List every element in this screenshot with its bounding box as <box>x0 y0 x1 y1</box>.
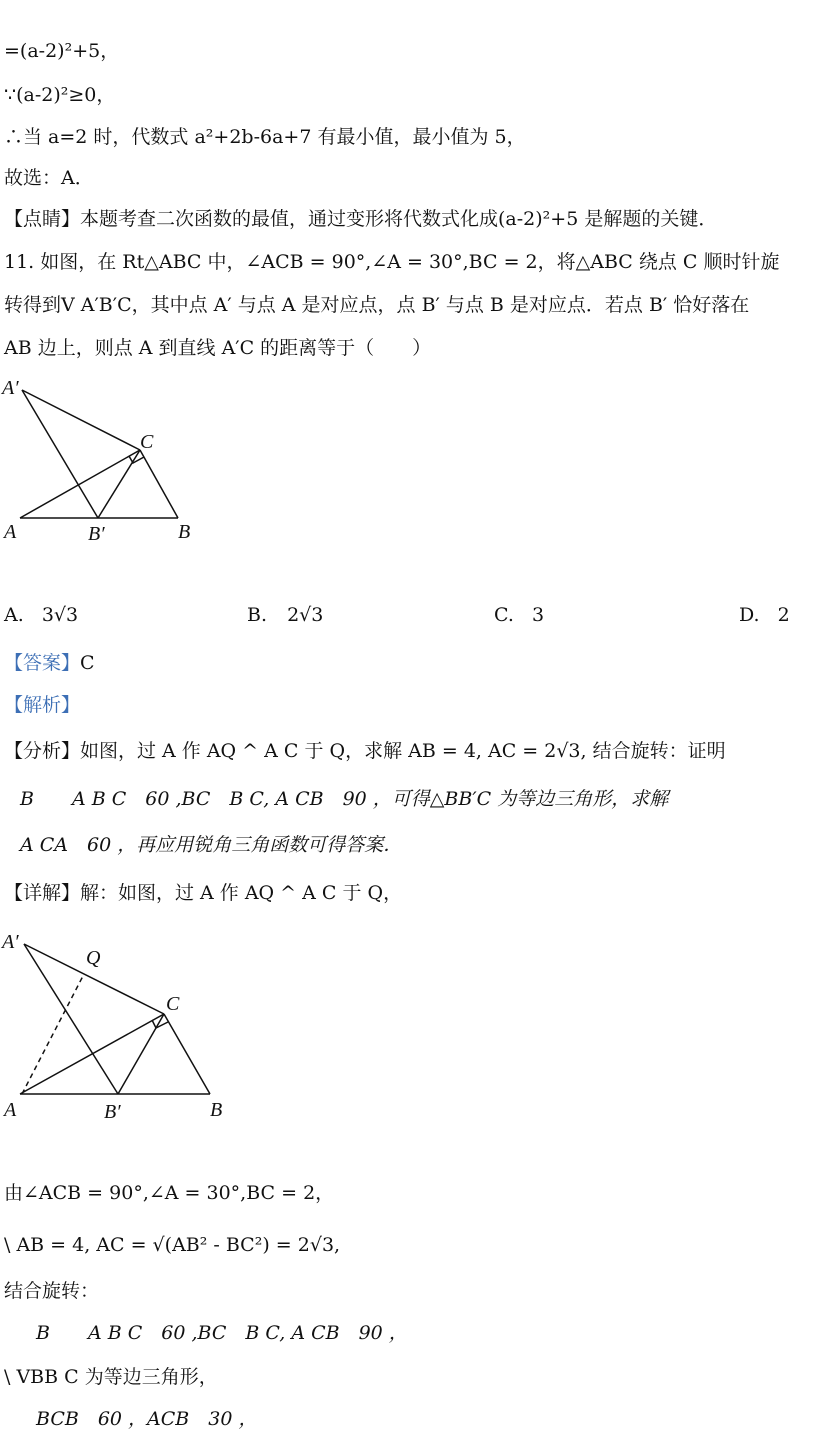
option-b-label: B. <box>247 604 268 626</box>
fig1-label-b: B <box>178 521 191 543</box>
question-11-line-3: AB 边上，则点 A 到直线 A′C 的距离等于（ ） <box>4 337 432 359</box>
fig2-label-b: B <box>210 1099 223 1121</box>
question-11-line-2: 转得到V A′B′C，其中点 A′ 与点 A 是对应点，点 B′ 与点 B 是对应点．若点 B′ 恰好落在 <box>4 294 750 316</box>
key-point: 【点睛】本题考查二次函数的最值，通过变形将代数式化成(a-2)²+5 是解题的关键． <box>4 208 718 230</box>
fig2-seg-ac <box>20 1014 164 1094</box>
option-a-value: 3√3 <box>41 604 79 626</box>
question-11-line-1: 11. 如图，在 Rt△ABC 中，∠ACB = 90°,∠A = 30°,BC = 2，将△ABC 绕点 C 顺时针旋 <box>4 251 780 273</box>
detail-line-7: BCB 60 ，ACB 30 ， <box>36 1408 258 1430</box>
fig1-seg-b1c <box>98 450 140 518</box>
figure-1-triangle <box>0 368 210 548</box>
analysis-label: 【解析】 <box>4 694 81 716</box>
detail-line-3: \ AB = 4, AC = √(AB² - BC²) = 2√3, <box>4 1234 341 1256</box>
fig2-seg-cb <box>164 1014 210 1094</box>
line-4: 故选：A． <box>4 167 94 189</box>
fig2-label-a1: A′ <box>2 931 19 953</box>
detail-line-6: \ VBB C 为等边三角形， <box>4 1366 218 1388</box>
fig1-label-b1: B′ <box>88 523 105 545</box>
fig2-label-a: A <box>4 1099 17 1121</box>
fig2-label-c: C <box>166 993 180 1015</box>
option-c-value: 3 <box>531 604 545 626</box>
analysis-line-1: 【分析】如图，过 A 作 AQ ^ A C 于 Q，求解 AB = 4, AC = 2√3, 结合旋转：证明 <box>4 740 726 762</box>
fig1-label-c: C <box>140 431 154 453</box>
detail-line-2: 由∠ACB = 90°,∠A = 30°,BC = 2， <box>4 1182 335 1204</box>
option-b <box>247 604 323 626</box>
analysis-line-3: A CA 60 ，再应用锐角三角函数可得答案． <box>20 834 403 856</box>
detail-line-1: 【详解】解：如图，过 A 作 AQ ^ A C 于 Q， <box>4 882 403 904</box>
option-b-value: 2√3 <box>287 604 324 626</box>
detail-line-4: 结合旋转： <box>4 1280 100 1302</box>
fig2-label-q: Q <box>86 947 101 969</box>
line-2: ∵(a-2)²≥0， <box>4 84 116 106</box>
option-d <box>739 604 790 626</box>
option-c <box>494 604 544 626</box>
analysis-line-2: B A B C 60 ,BC B C, A CB 90 ，可得△BB′C 为等边三角形，求解 <box>20 788 669 810</box>
answer-label: 【答案】 <box>4 652 81 674</box>
option-a-label: A. <box>4 604 24 626</box>
fig1-label-a: A <box>4 521 17 543</box>
option-d-label: D. <box>739 604 760 626</box>
line-3: ∴当 a=2 时，代数式 a²+2b-6a+7 有最小值，最小值为 5， <box>4 126 526 148</box>
option-a <box>4 604 78 626</box>
fig1-seg-ac <box>20 450 140 518</box>
figure-2-triangle <box>0 922 240 1132</box>
option-d-value: 2 <box>777 604 790 626</box>
fig1-seg-cb <box>140 450 178 518</box>
fig2-label-b1: B′ <box>104 1101 121 1123</box>
line-1: =(a-2)²+5， <box>4 40 120 62</box>
option-c-label: C. <box>494 604 514 626</box>
fig2-seg-a1b1 <box>24 944 118 1094</box>
answer-line <box>4 650 95 676</box>
fig1-label-a1: A′ <box>2 377 19 399</box>
answer-value: C <box>80 652 95 674</box>
detail-line-5: B A B C 60 ,BC B C, A CB 90 ， <box>36 1322 408 1344</box>
